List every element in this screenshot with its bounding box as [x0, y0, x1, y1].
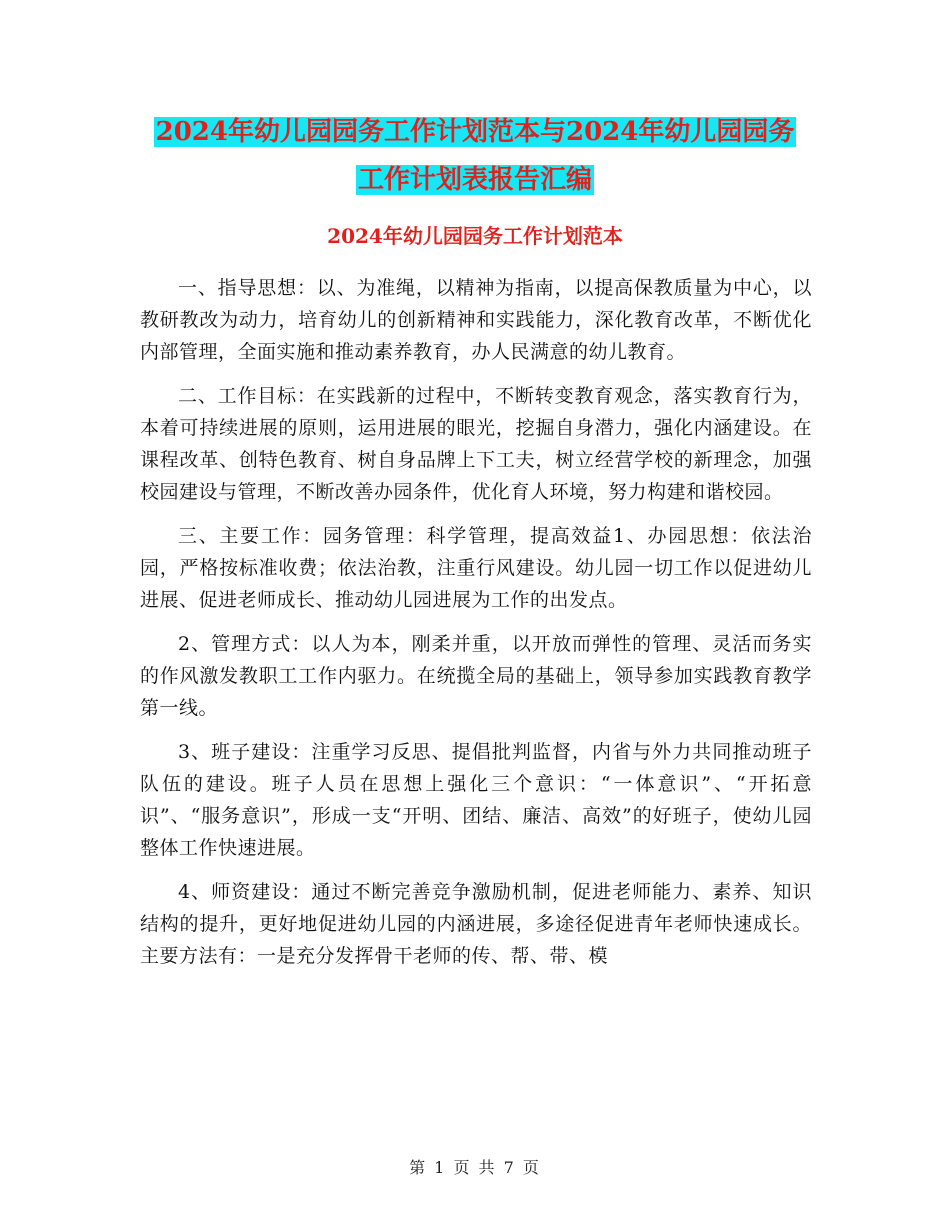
paragraph-main-work: 三、主要工作：园务管理：科学管理，提高效益1、办园思想：依法治园，严格按标准收费；依法治教，注重行风建设。幼儿园一切工作以促进幼儿进展、促进老师成长、推动幼儿园进展为工作的出发点。	[140, 525, 812, 611]
paragraph-work-goals: 二、工作目标：在实践新的过程中，不断转变教育观念，落实教育行为，本着可持续进展的原则，运用进展的眼光，挖掘自身潜力，强化内涵建设。在课程改革、创特色教育、树自身品牌上下工夫，树立经营学校的新理念，加强校园建设与管理，不断改善办园条件，优化育人环境，努力构建和谐校园。	[140, 385, 812, 503]
title-line-1: 2024年幼儿园园务工作计划范本与2024年幼儿园园务	[155, 117, 795, 147]
document-title	[140, 108, 810, 204]
document-body	[140, 272, 812, 984]
section-title: 2024年幼儿园园务工作计划范本	[327, 224, 623, 248]
paragraph-guiding-ideology: 一、指导思想：以、为准绳，以精神为指南，以提高保教质量为中心，以教研教改为动力，培育幼儿的创新精神和实践能力，深化教育改革，不断优化内部管理，全面实施和推动素养教育，办人民满意的幼儿教育。	[140, 277, 812, 363]
page-footer: 第 1 页 共 7 页	[409, 1158, 541, 1177]
paragraph-team-building: 3、班子建设：注重学习反思、提倡批判监督，内省与外力共同推动班子队伍的建设。班子人员在思想上强化三个意识：“一体意识”、“开拓意识”、“服务意识”，形成一支“开明、团结、廉洁、高效”的好班子，使幼儿园整体工作快速进展。	[140, 741, 812, 859]
paragraph-teacher-development: 4、师资建设：通过不断完善竞争激励机制，促进老师能力、素养、知识结构的提升，更好地促进幼儿园的内涵进展，多途径促进青年老师快速成长。主要方法有：一是充分发挥骨干老师的传、帮、带、模	[140, 881, 812, 967]
paragraph-management-style: 2、管理方式：以人为本，刚柔并重，以开放而弹性的管理、灵活而务实的作风激发教职工工作内驱力。在统揽全局的基础上，领导参加实践教育教学第一线。	[140, 633, 812, 719]
title-line-2: 工作计划表报告汇编	[357, 165, 592, 195]
